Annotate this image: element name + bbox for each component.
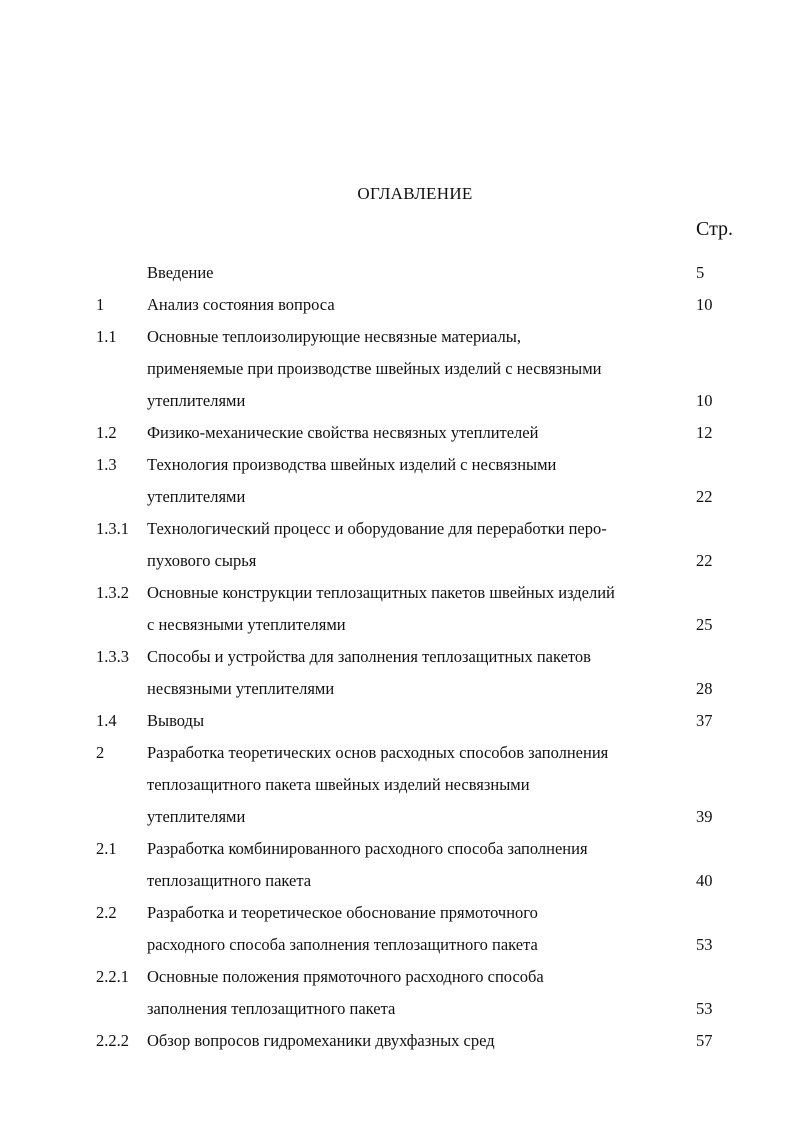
toc-entry-page: 10: [696, 295, 713, 314]
toc-entry-title: пухового сырья: [147, 551, 257, 570]
toc-entry-line: [0, 385, 793, 417]
toc-entry-line: [0, 353, 793, 385]
toc-entry-line: [0, 897, 793, 929]
page-column-header: Стр.: [696, 218, 734, 240]
toc-entry-title: утеплителями: [147, 391, 246, 410]
toc-entry-page: 57: [696, 1031, 713, 1050]
toc-entry-title: Выводы: [147, 711, 205, 730]
toc-entry-title: Способы и устройства для заполнения теплозащитных пакетов: [147, 647, 591, 666]
toc-entry: [0, 577, 793, 641]
toc-entry-line: [0, 705, 793, 737]
toc-entry-title: Введение: [147, 263, 214, 282]
toc-entry-number: 2.2: [96, 903, 117, 922]
toc-entry: [0, 705, 793, 737]
toc-entry-line: [0, 577, 793, 609]
toc-entry: [0, 737, 793, 833]
toc-entry-number: 1.3.3: [96, 647, 129, 666]
toc-entry-page: 40: [696, 871, 713, 890]
toc-entry-number: 1: [96, 295, 105, 314]
toc-entry-title: Разработка комбинированного расходного способа заполнения: [147, 839, 588, 858]
toc-entry-number: 2: [96, 743, 105, 762]
toc-entry-title: Технологический процесс и оборудование для переработки перо-: [147, 519, 607, 538]
toc-entry: [0, 321, 793, 417]
toc-entry-title: расходного способа заполнения теплозащитного пакета: [147, 935, 538, 954]
toc-entry-page: 12: [696, 423, 713, 442]
toc-entry-title: теплозащитного пакета: [147, 871, 312, 890]
toc-entry-line: [0, 769, 793, 801]
toc-entry-page: 53: [696, 999, 713, 1018]
toc-entry: [0, 961, 793, 1025]
toc-entry-number: 1.4: [96, 711, 117, 730]
toc-entry-line: [0, 545, 793, 577]
toc-entry-title: Физико-механические свойства несвязных утеплителей: [147, 423, 539, 442]
toc-entry-line: [0, 321, 793, 353]
toc-entry-line: [0, 833, 793, 865]
toc-entry-number: 1.3.1: [96, 519, 129, 538]
toc-entry-title: применяемые при производстве швейных изделий с несвязными: [147, 359, 602, 378]
toc-entry: [0, 833, 793, 897]
toc-entry-line: [0, 993, 793, 1025]
toc-entry-number: 1.3.2: [96, 583, 129, 602]
toc-entry-number: 2.2.1: [96, 967, 129, 986]
toc-entry: [0, 257, 793, 289]
toc-entry-title: Основные положения прямоточного расходного способа: [147, 967, 544, 986]
toc-entry-line: [0, 257, 793, 289]
toc-entry-line: [0, 737, 793, 769]
toc-entry-title: утеплителями: [147, 807, 246, 826]
toc-entry-title: теплозащитного пакета швейных изделий несвязными: [147, 775, 530, 794]
toc-entry-line: [0, 641, 793, 673]
toc-entry: [0, 417, 793, 449]
toc-entry: [0, 1025, 793, 1057]
toc-entry-page: 53: [696, 935, 713, 954]
toc-entry-line: [0, 1025, 793, 1057]
toc-entry-line: [0, 929, 793, 961]
toc-entry-number: 2.1: [96, 839, 117, 858]
toc-entry: [0, 289, 793, 321]
toc-entry-title: Анализ состояния вопроса: [147, 295, 335, 314]
toc-entry-line: [0, 801, 793, 833]
toc-entry-title: с несвязными утеплителями: [147, 615, 346, 634]
toc-entry-line: [0, 481, 793, 513]
toc-entry-page: 25: [696, 615, 713, 634]
toc-entry-line: [0, 865, 793, 897]
toc-entry-page: 5: [696, 263, 705, 282]
toc-entry: [0, 449, 793, 513]
toc-entry-number: 1.3: [96, 455, 117, 474]
toc-entry-line: [0, 449, 793, 481]
toc-entry-title: Основные конструкции теплозащитных пакетов швейных изделий: [147, 583, 615, 602]
toc-entry-title: Разработка теоретических основ расходных способов заполнения: [147, 743, 609, 762]
toc-entry-title: заполнения теплозащитного пакета: [147, 999, 396, 1018]
toc-entry-line: [0, 417, 793, 449]
table-of-contents: [0, 257, 793, 1057]
toc-entry-line: [0, 513, 793, 545]
toc-entry-title: Технология производства швейных изделий с несвязными: [147, 455, 557, 474]
toc-entry-line: [0, 961, 793, 993]
toc-entry-number: 1.1: [96, 327, 117, 346]
toc-entry-number: 1.2: [96, 423, 117, 442]
toc-entry: [0, 513, 793, 577]
toc-entry-page: 22: [696, 551, 713, 570]
toc-entry: [0, 641, 793, 705]
toc-entry-page: 28: [696, 679, 713, 698]
toc-entry-title: утеплителями: [147, 487, 246, 506]
toc-entry-title: несвязными утеплителями: [147, 679, 335, 698]
toc-entry-line: [0, 609, 793, 641]
toc-entry-line: [0, 673, 793, 705]
page-title: ОГЛАВЛЕНИЕ: [357, 184, 473, 203]
toc-entry: [0, 897, 793, 961]
toc-entry-number: 2.2.2: [96, 1031, 129, 1050]
toc-entry-page: 22: [696, 487, 713, 506]
toc-entry-page: 10: [696, 391, 713, 410]
toc-entry-line: [0, 289, 793, 321]
toc-entry-page: 37: [696, 711, 713, 730]
toc-entry-page: 39: [696, 807, 713, 826]
toc-entry-title: Обзор вопросов гидромеханики двухфазных сред: [147, 1031, 495, 1050]
toc-entry-title: Разработка и теоретическое обоснование прямоточного: [147, 903, 538, 922]
toc-entry-title: Основные теплоизолирующие несвязные материалы,: [147, 327, 521, 346]
